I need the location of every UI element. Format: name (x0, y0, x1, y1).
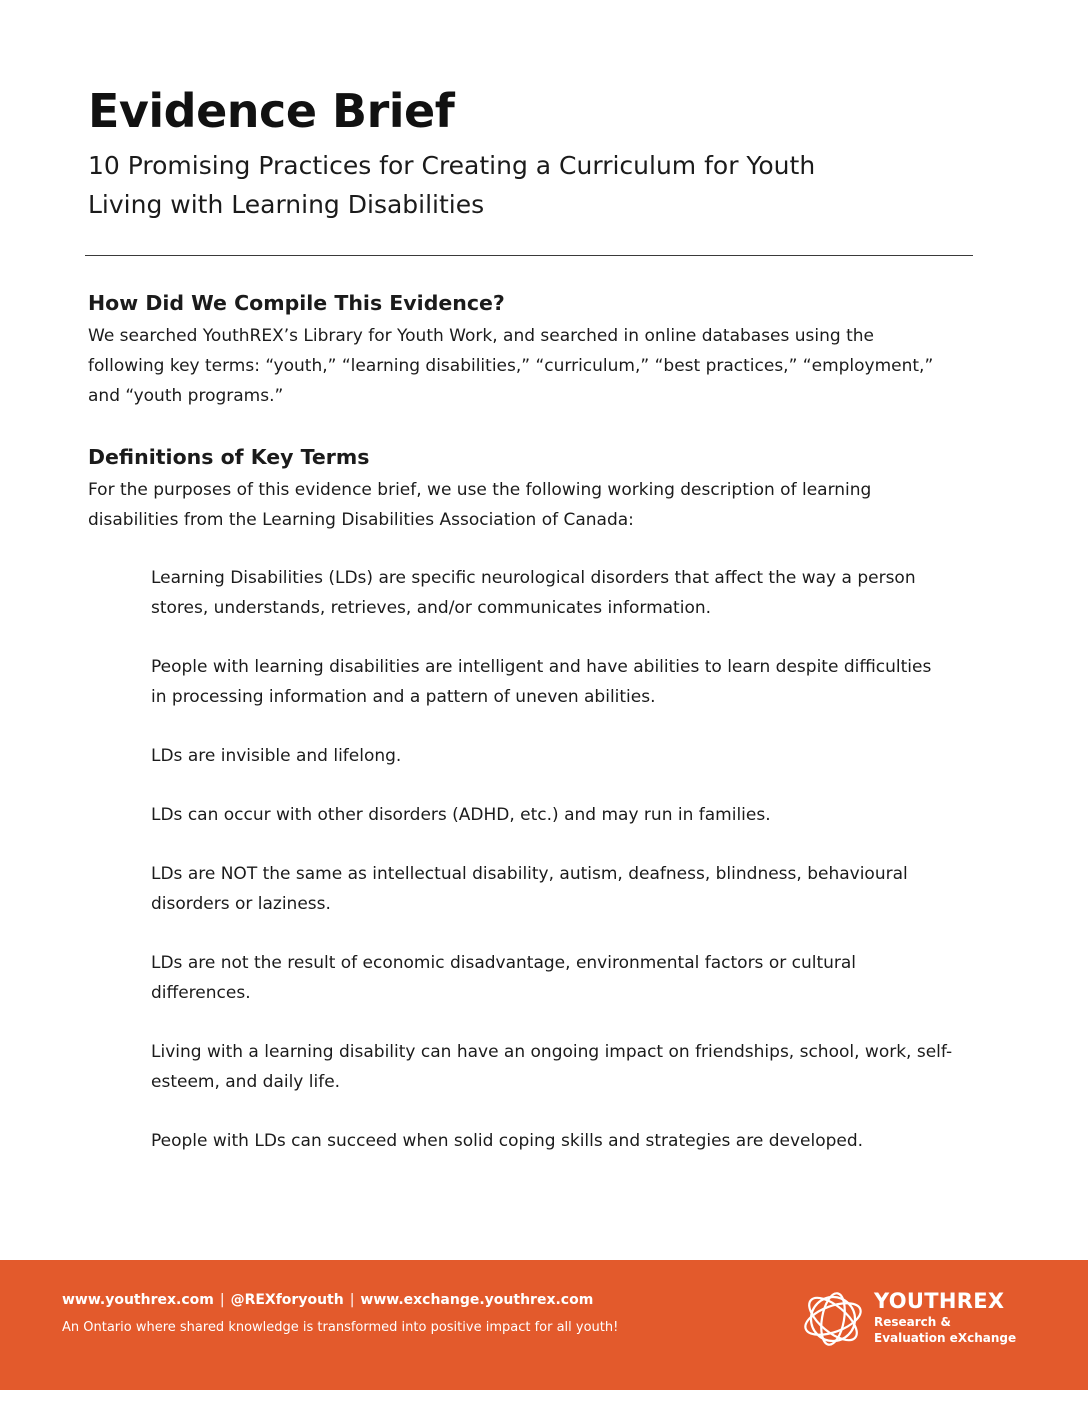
footer-tagline: An Ontario where shared knowledge is transformed into positive impact for all youth! (62, 1320, 619, 1335)
definitions-heading: Definitions of Key Terms (88, 445, 370, 469)
definition-line: esteem, and daily life. (151, 1071, 341, 1092)
definition-item (151, 1127, 863, 1157)
logo-subtitle-line: Research & (874, 1315, 951, 1329)
subtitle-line: 10 Promising Practices for Creating a Curriculum for Youth (88, 151, 816, 180)
paragraph-line: For the purposes of this evidence brief, we use the following working description of learning (88, 480, 872, 500)
definition-line: Living with a learning disability can have an ongoing impact on friendships, school, work, self- (151, 1042, 953, 1062)
logo-wordmark: YOUTHREX (874, 1289, 1005, 1313)
definition-line: LDs are not the result of economic disadvantage, environmental factors or cultural (151, 953, 857, 973)
compile-paragraph (88, 321, 933, 411)
footer-band (0, 1260, 1088, 1390)
compile-heading: How Did We Compile This Evidence? (88, 291, 505, 315)
paragraph-line: disabilities from the Learning Disabilities Association of Canada: (88, 510, 634, 530)
page-title: Evidence Brief (88, 84, 455, 138)
definition-line: in processing information and a pattern of uneven abilities. (151, 686, 656, 707)
header-divider (85, 255, 973, 256)
definition-line: LDs are invisible and lifelong. (151, 746, 402, 766)
definitions-intro (88, 475, 871, 535)
link-separator: | (219, 1292, 225, 1308)
website-link[interactable]: www.youthrex.com (62, 1292, 214, 1308)
footer-links (62, 1290, 593, 1310)
definition-item (151, 742, 401, 772)
paragraph-line: and “youth programs.” (88, 386, 284, 406)
exchange-link[interactable]: www.exchange.youthrex.com (360, 1292, 594, 1308)
definition-item (151, 653, 931, 712)
definition-line: disorders or laziness. (151, 893, 331, 914)
definition-line: People with LDs can succeed when solid coping skills and strategies are developed. (151, 1131, 864, 1151)
orbit-rings-icon (800, 1286, 866, 1352)
youthrex-logo (800, 1286, 1020, 1356)
definition-item (151, 564, 916, 623)
definition-line: LDs can occur with other disorders (ADHD, etc.) and may run in families. (151, 805, 771, 825)
definition-item (151, 860, 908, 919)
definition-line: Learning Disabilities (LDs) are specific neurological disorders that affect the way a person (151, 568, 916, 588)
definition-line: People with learning disabilities are intelligent and have abilities to learn despite difficulties (151, 657, 932, 677)
paragraph-line: We searched YouthREX’s Library for Youth Work, and searched in online databases using the (88, 326, 875, 346)
definition-line: LDs are NOT the same as intellectual disability, autism, deafness, blindness, behavioural (151, 864, 908, 884)
link-separator: | (349, 1292, 355, 1308)
logo-subtitle (874, 1314, 1016, 1346)
page-subtitle (88, 146, 908, 224)
paragraph-line: following key terms: “youth,” “learning disabilities,” “curriculum,” “best practices,” “employment,” (88, 356, 934, 376)
definition-item (151, 949, 856, 1008)
twitter-link[interactable]: @REXforyouth (230, 1292, 344, 1308)
definition-line: differences. (151, 982, 251, 1003)
logo-subtitle-line: Evaluation eXchange (874, 1331, 1017, 1345)
subtitle-line: Living with Learning Disabilities (88, 190, 485, 219)
definition-line: stores, understands, retrieves, and/or communicates information. (151, 597, 712, 618)
definition-item (151, 801, 771, 831)
definition-item (151, 1038, 952, 1097)
